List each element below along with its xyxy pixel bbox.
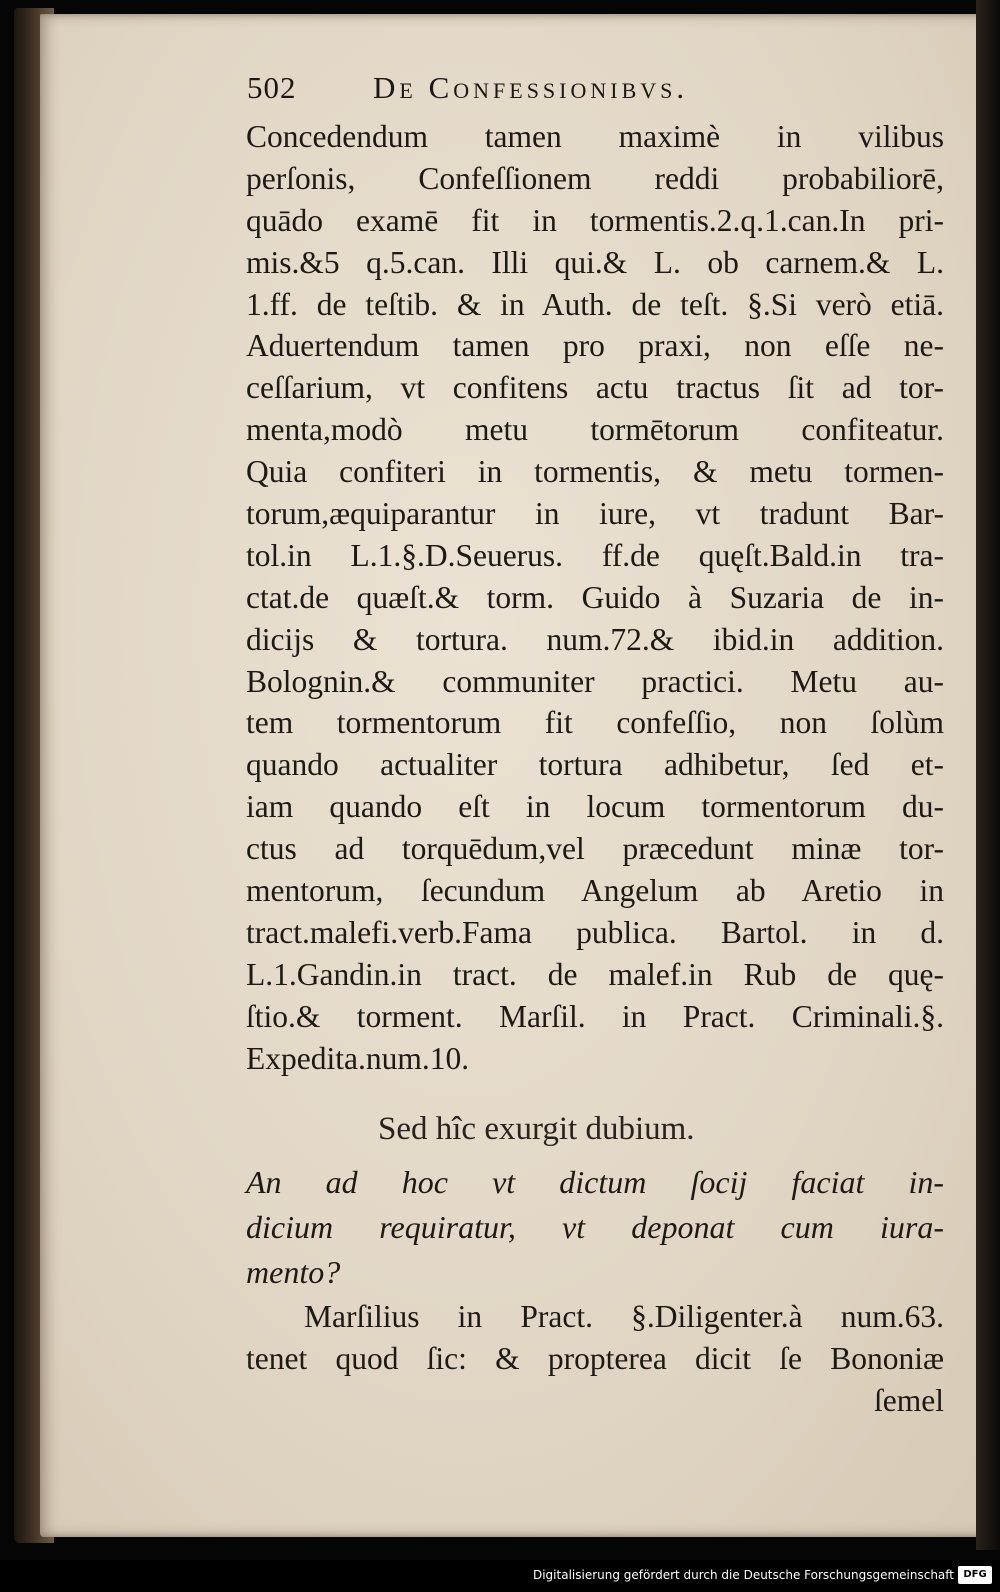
text-line: Expedita.num.10. — [246, 1040, 470, 1076]
text-line: 1.ff. de teſtib. & in Auth. de teſt. §.Si verò etiā. — [246, 286, 944, 322]
text-line: ctus ad torquēdum,vel præcedunt minæ tor- — [246, 831, 944, 867]
text-line: Aduertendum tamen pro praxi, non eſſe ne- — [246, 328, 944, 364]
question-line: dicium requiratur, vt deponat cum iura- — [246, 1209, 944, 1245]
gutter-shadow — [976, 0, 1000, 1550]
continuation-text — [246, 1296, 944, 1422]
text-line: quando actualiter tortura adhibetur, ſed et- — [246, 747, 944, 783]
footer-bar — [0, 1560, 1000, 1592]
question-line: mento? — [246, 1254, 341, 1290]
text-line: quādo examē fit in tormentis.2.q.1.can.In pri- — [246, 202, 944, 238]
page-header — [247, 70, 847, 110]
funding-credit: Digitalisierung gefördert durch die Deutsche Forschungsgemeinschaft — [532, 1568, 954, 1582]
text-line: L.1.Gandin.in tract. de malef.in Rub de quę- — [246, 956, 944, 992]
catchword: ſemel — [874, 1383, 944, 1418]
text-line: ceſſarium, vt confitens actu tractus ſit ad tor- — [246, 370, 944, 406]
running-title: De Confessionibvs. — [373, 70, 689, 105]
text-line: Bolognin.& communiter practici. Metu au- — [246, 663, 944, 699]
dfg-logo: DFG — [958, 1566, 992, 1584]
section-subheading: Sed hîc exurgit dubium. — [378, 1111, 695, 1147]
question-block — [246, 1160, 944, 1295]
text-line: Concedendum tamen maximè in vilibus — [246, 119, 944, 154]
text-line: tract.malefi.verb.Fama publica. Bartol. in d. — [246, 914, 944, 950]
text-line: tem tormentorum fit confeſſio, non ſolùm — [246, 705, 944, 741]
text-line: ſtio.& torment. Marſil. in Pract. Criminali.§. — [246, 998, 944, 1034]
text-line: tenet quod ſic: & propterea dicit ſe Bononiæ — [246, 1341, 944, 1376]
text-line: ctat.de quæſt.& torm. Guido à Suzaria de in- — [246, 579, 944, 615]
text-line: mis.&5 q.5.can. Illi qui.& L. ob carnem.& L. — [246, 244, 944, 280]
text-line: torum,æquiparantur in iure, vt tradunt Bar- — [246, 496, 944, 532]
question-line: An ad hoc vt dictum ſocij faciat in- — [246, 1164, 944, 1200]
main-text — [246, 116, 944, 1079]
text-line: dicijs & tortura. num.72.& ibid.in addition. — [246, 621, 944, 657]
page-number: 502 — [247, 70, 297, 105]
text-line: Marſilius in Pract. §.Diligenter.à num.63. — [304, 1299, 944, 1334]
text-line: perſonis, Confeſſionem reddi probabiliorē, — [246, 160, 944, 196]
text-line: tol.in L.1.§.D.Seuerus. ff.de quęſt.Bald.in tra- — [246, 537, 944, 573]
text-line: iam quando eſt in locum tormentorum du- — [246, 789, 944, 825]
text-line: mentorum, ſecundum Angelum ab Aretio in — [246, 873, 944, 909]
text-line: Quia confiteri in tormentis, & metu tormen- — [246, 454, 944, 490]
text-line: menta,modò metu tormētorum confiteatur. — [246, 412, 944, 448]
